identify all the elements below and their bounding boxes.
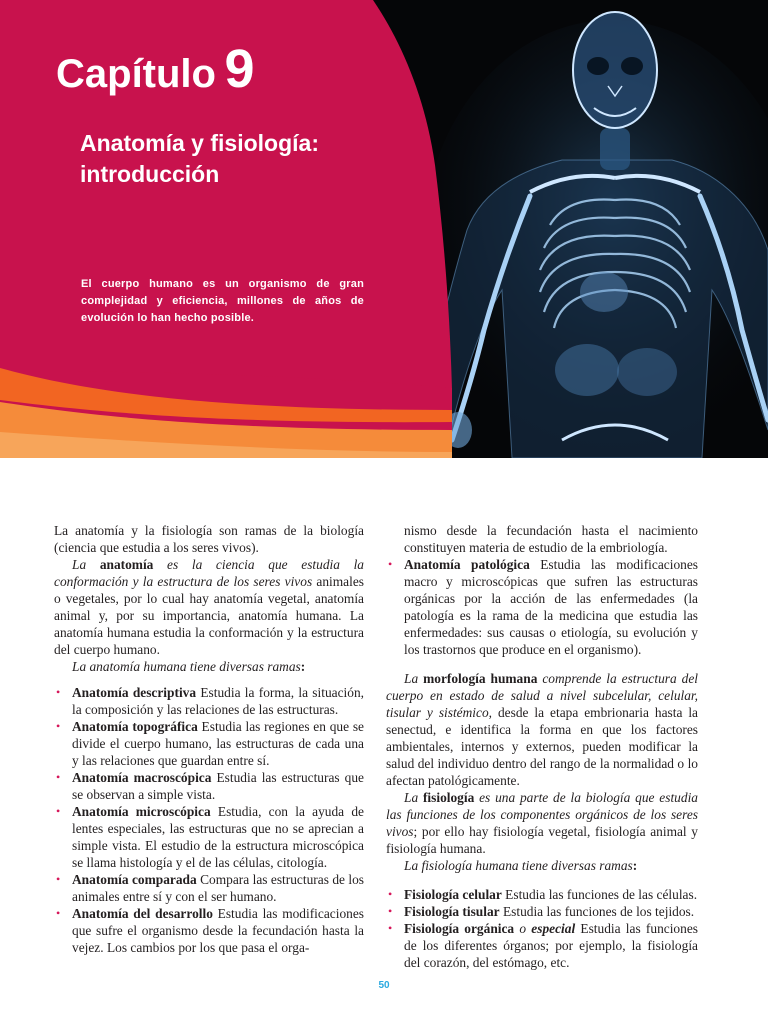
text: o xyxy=(514,921,532,936)
term: Anatomía descriptiva xyxy=(72,685,197,700)
list-item xyxy=(386,556,698,658)
term-fisiologia: fisiología xyxy=(422,790,475,805)
term: Anatomía microscópica xyxy=(72,804,211,819)
left-column xyxy=(54,522,364,956)
paragraph-ramas-anatomia xyxy=(54,658,364,675)
list-item xyxy=(54,803,364,871)
anatomy-branches-list xyxy=(54,684,364,956)
text: Estudia las funciones de los diferentes órganos; por ejemplo, la fisiología del corazón, del estómago, etc. xyxy=(404,921,698,970)
right-column xyxy=(386,522,698,971)
list-item xyxy=(54,684,364,718)
chapter-header xyxy=(0,0,768,458)
text: es la ciencia que estudia la conformación y la estructura de los seres vivos xyxy=(54,557,365,589)
paragraph-fisiologia xyxy=(386,789,698,857)
text: La xyxy=(404,790,423,805)
list-item xyxy=(54,769,364,803)
chapter-title-line-1: Anatomía y fisiología: xyxy=(80,130,319,156)
term: Fisiología celular xyxy=(404,887,502,902)
term: Anatomía comparada xyxy=(72,872,197,887)
text: : xyxy=(632,858,638,873)
chapter-label: Capítulo xyxy=(56,52,216,96)
text: La xyxy=(72,557,100,572)
term: Fisiología orgánica xyxy=(404,921,515,936)
paragraph-morfologia xyxy=(386,670,698,789)
text: La xyxy=(404,671,424,686)
chapter-title-line-2: introducción xyxy=(80,161,220,187)
term: Fisiología tisular xyxy=(404,904,500,919)
list-item xyxy=(386,886,698,903)
term: Anatomía topográfica xyxy=(72,719,198,734)
list-item xyxy=(54,718,364,769)
chapter-intro: El cuerpo humano es un organismo de gran complejidad y eficiencia, millones de años de evolución lo han hecho posible. xyxy=(81,278,364,324)
text: Estudia la forma, la situación, la composición y las relaciones de las estructuras. xyxy=(72,685,364,717)
text: La anatomía humana tiene diversas ramas xyxy=(72,659,301,674)
paragraph-ramas-fisiologia xyxy=(386,857,698,874)
text: es una parte de la biología que estudia las funciones de los componentes orgánicos de los seres vivos xyxy=(386,790,698,839)
text: : xyxy=(300,659,306,674)
text: comprende la estructura del cuerpo en estado de salud a nivel subcelular, celular, tisular y sistémico xyxy=(386,671,698,720)
term-morfologia: morfología humana xyxy=(423,671,538,686)
term: especial xyxy=(531,921,576,936)
anatomy-branches-list-continued xyxy=(386,556,698,658)
term-anatomia: anatomía xyxy=(99,557,154,572)
paragraph-intro: La anatomía y la fisiología son ramas de la biología (ciencia que estudia a los seres vivos). xyxy=(54,523,364,555)
paragraph-anatomia xyxy=(54,556,364,658)
list-item xyxy=(54,905,364,956)
physiology-branches-list xyxy=(386,886,698,971)
text: Estudia las modificaciones que sufre el organismo desde la fecundación hasta la vejez. Los cambios por los que pasa el orga- xyxy=(72,906,364,955)
list-item xyxy=(386,903,698,920)
chapter-heading xyxy=(56,38,254,100)
text: Estudia las estructuras que se observan a simple vista. xyxy=(72,770,364,802)
term: Anatomía del desarrollo xyxy=(72,906,213,921)
text: Estudia, con la ayuda de lentes especiales, las estructuras que no se aprecian a simple vista. El estudio de la estructura microscópica se llama histología y el de las células, citología. xyxy=(72,804,364,870)
chapter-number: 9 xyxy=(224,39,255,99)
text: , desde la etapa embrionaria hasta la senectud, e identifica la forma en que los factores ambientales, internos y externos, pueden modificar la salud del individuo dentro del rango de la normalidad o lo afectan patológicamente. xyxy=(386,705,699,788)
paragraph-continuation: nismo desde la fecundación hasta el nacimiento constituyen materia de estudio de la embriología. xyxy=(404,523,698,555)
list-item xyxy=(54,871,364,905)
text: Estudia las funciones de las células. xyxy=(501,887,698,902)
page-number: 50 xyxy=(378,980,390,991)
text: Estudia las modificaciones macro y microscópicas que sufren las estructuras orgánicas por la acción de las enfermedades (la patología es la rama de la medicina que estudia las enfermedades: sus causas o etiología, su evolución y los trastornos que produce en el organismo). xyxy=(404,557,698,657)
text: Compara las estructuras de los animales entre sí y con el ser humano. xyxy=(72,872,365,904)
term: Anatomía macroscópica xyxy=(72,770,212,785)
text: animales o vegetales, por lo cual hay anatomía vegetal, anatomía animal y, por su importancia, anatomía humana. La anatomía humana estudia la conformación y la estructura del cuerpo humano. xyxy=(54,574,364,657)
text: Estudia las regiones en que se divide el cuerpo humano, las estructuras de cada una y las relaciones que guardan entre sí. xyxy=(72,719,364,768)
text: ; por ello hay fisiología vegetal, fisiología animal y fisiología humana. xyxy=(386,824,698,856)
list-item xyxy=(386,920,698,971)
term: Anatomía patológica xyxy=(404,557,530,572)
chapter-title xyxy=(80,128,380,190)
text: La fisiología humana tiene diversas ramas xyxy=(404,858,633,873)
text: Estudia las funciones de los tejidos. xyxy=(499,904,695,919)
